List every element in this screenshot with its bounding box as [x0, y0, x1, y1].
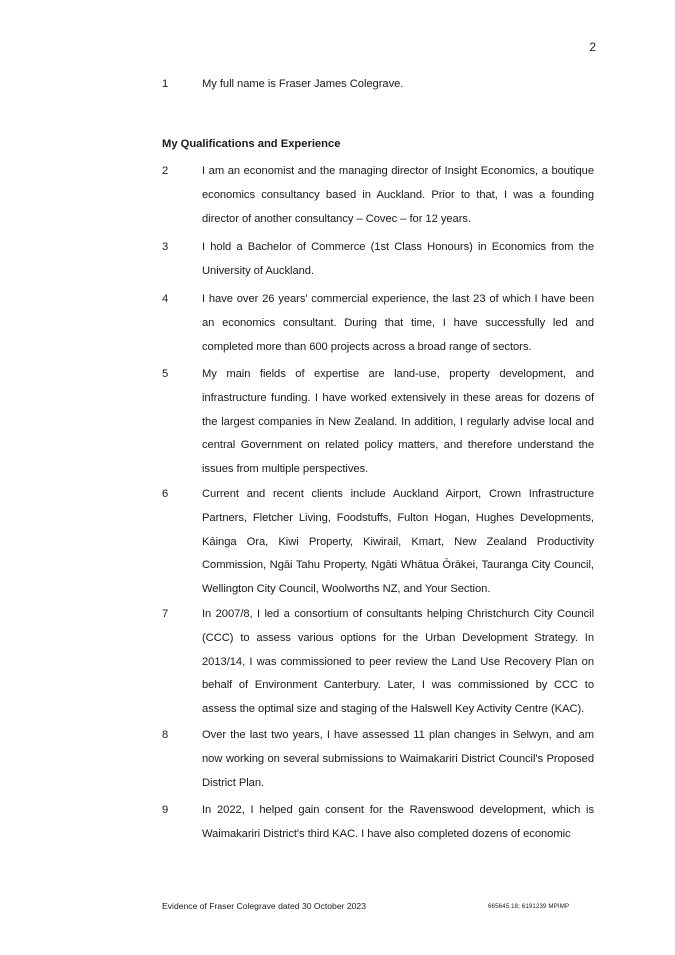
paragraph-text: In 2022, I helped gain consent for the Ravenswood development, which is Waimakariri District's third KAC. I have also completed dozens of economic: [202, 804, 594, 840]
paragraph-text: I hold a Bachelor of Commerce (1st Class Honours) in Economics from the University of Auckland.: [202, 241, 594, 277]
paragraph-3: [162, 236, 594, 284]
paragraph-8: [162, 724, 594, 795]
paragraph-text: Over the last two years, I have assessed 11 plan changes in Selwyn, and am now working on several submissions to Waimakariri District Council's Proposed District Plan.: [202, 729, 594, 789]
paragraph-4: [162, 288, 594, 359]
paragraph-number: 5: [162, 368, 169, 380]
paragraph-number: 8: [162, 729, 169, 741]
page-number: 2: [589, 40, 596, 54]
paragraph-number: 7: [162, 608, 169, 620]
paragraph-text: I am an economist and the managing director of Insight Economics, a boutique economics consultancy based in Auckland. Prior to that, I was a founding director of another consultancy – Covec – for 12 years.: [202, 165, 594, 225]
paragraph-2: [162, 160, 594, 231]
footer-document-title: Evidence of Fraser Colegrave dated 30 October 2023: [162, 901, 366, 911]
paragraph-number: 6: [162, 488, 169, 500]
paragraph-number: 4: [162, 293, 169, 305]
paragraph-number: 3: [162, 241, 169, 253]
paragraph-1: [162, 73, 594, 97]
paragraph-text: My main fields of expertise are land-use, property development, and infrastructure funding. I have worked extensively in these areas for dozens of the largest companies in New Zealand. In addition, I regularly advise local and central Government on related policy matters, and therefore understand the issues from multiple perspectives.: [202, 368, 594, 476]
footer-document-reference: 665645.18; 6191239 MPIMP: [488, 903, 570, 910]
paragraph-number: 1: [162, 78, 169, 90]
paragraph-number: 2: [162, 165, 169, 177]
paragraph-6: [162, 483, 594, 602]
paragraph-number: 9: [162, 804, 169, 816]
paragraph-9: [162, 799, 594, 847]
paragraph-text: Current and recent clients include Auckland Airport, Crown Infrastructure Partners, Fletcher Living, Foodstuffs, Fulton Hogan, Hughes Developments, Kāinga Ora, Kiwi Property, Kiwirail, Kmart, New Zealand Productivity Commission, Ngāi Tahu Property, Ngāti Whātua Ōrākei, Tauranga City Council, Wellington City Council, Woolworths NZ, and Your Section.: [202, 488, 594, 596]
paragraph-7: [162, 603, 594, 722]
paragraph-text: I have over 26 years' commercial experience, the last 23 of which I have been an economics consultant. During that time, I have successfully led and completed more than 600 projects across a broad range of sectors.: [202, 293, 594, 353]
section-heading: My Qualifications and Experience: [162, 138, 341, 150]
paragraph-text: My full name is Fraser James Colegrave.: [202, 78, 404, 90]
paragraph-text: In 2007/8, I led a consortium of consultants helping Christchurch City Council (CCC) to assess various options for the Urban Development Strategy. In 2013/14, I was commissioned to peer review the Land Use Recovery Plan on behalf of Environment Canterbury. Later, I was commissioned by CCC to assess the optimal size and staging of the Halswell Key Activity Centre (KAC).: [202, 608, 594, 716]
paragraph-5: [162, 363, 594, 482]
